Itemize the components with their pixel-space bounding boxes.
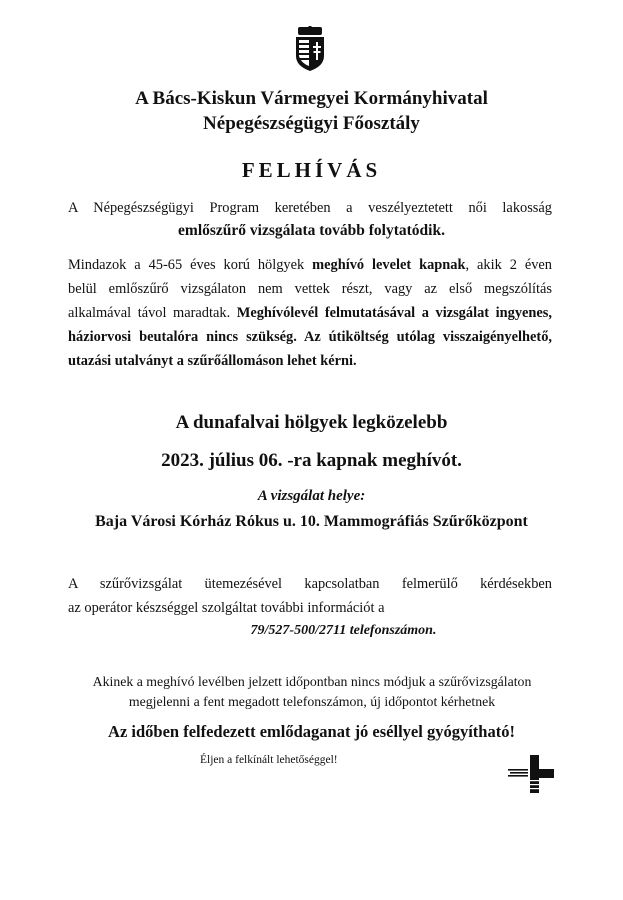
body-text: Mindazok a 45-65 éves korú hölgyek	[68, 257, 313, 273]
body-line-5: utazási utalványt a szűrőállomáson lehet kérni.	[68, 353, 357, 369]
notice-line2: megjelenni a fent megadott telefonszámon, új időpontot kérhetnek	[128, 694, 496, 709]
slogan: Az időben felfedezett emlődaganat jó eséllyel gyógyítható!	[108, 722, 515, 741]
body-line-3	[68, 301, 552, 325]
location-label: A vizsgálat helye:	[257, 488, 366, 504]
rescheduling-notice	[70, 672, 554, 712]
closing-line: Éljen a felkínált lehetőséggel!	[200, 754, 338, 766]
intro-line: A Népegészségügyi Program keretében a veszélyeztetett női lakosság	[68, 200, 552, 216]
org-title-line1: A Bács-Kiskun Vármegyei Kormányhivatal	[135, 88, 488, 109]
notice-heading: FELHÍVÁS	[241, 158, 382, 182]
intro-bold-line: emlőszűrő vizsgálata tovább folytatódik.	[178, 222, 445, 239]
info-line2: az operátor készséggel szolgáltat további információt a	[68, 600, 385, 616]
phone-line	[0, 623, 623, 639]
hungarian-coat-of-arms-icon	[293, 26, 327, 72]
info-line1: A szűrővizsgálat ütemezésével kapcsolatban felmerülő kérdésekben	[68, 576, 552, 592]
announcement-date: 2023. július 06. -ra kapnak meghívót.	[161, 450, 462, 471]
body-bold-text: meghívó levelet kapnak	[312, 257, 466, 273]
body-text: , akik 2 éven	[465, 257, 552, 273]
body-line-1	[68, 253, 552, 277]
body-line-2: belül emlőszűrő vizsgálaton nem vettek részt, vagy az első megszólítás	[68, 281, 552, 297]
notice-line1: Akinek a meghívó levélben jelzett időpontban nincs módjuk a szűrővizsgálaton	[92, 674, 532, 689]
body-text: alkalmával távol maradtak.	[68, 305, 237, 321]
announcement-line1: A dunafalvai hölgyek legközelebb	[175, 412, 448, 433]
org-title-line2: Népegészségügyi Főosztály	[203, 113, 420, 134]
pharmacy-cross-icon	[508, 755, 554, 793]
location-address: Baja Városi Kórház Rókus u. 10. Mammográfiás Szűrőközpont	[95, 513, 528, 530]
phone-number: 79/527-500/2711 telefonszámon.	[250, 623, 437, 638]
body-bold-text: Meghívólevél felmutatásával a vizsgálat ingyenes,	[236, 305, 552, 321]
body-line-4: háziorvosi beutalóra nincs szükség. Az útiköltség utólag visszaigényelhető,	[68, 329, 552, 345]
